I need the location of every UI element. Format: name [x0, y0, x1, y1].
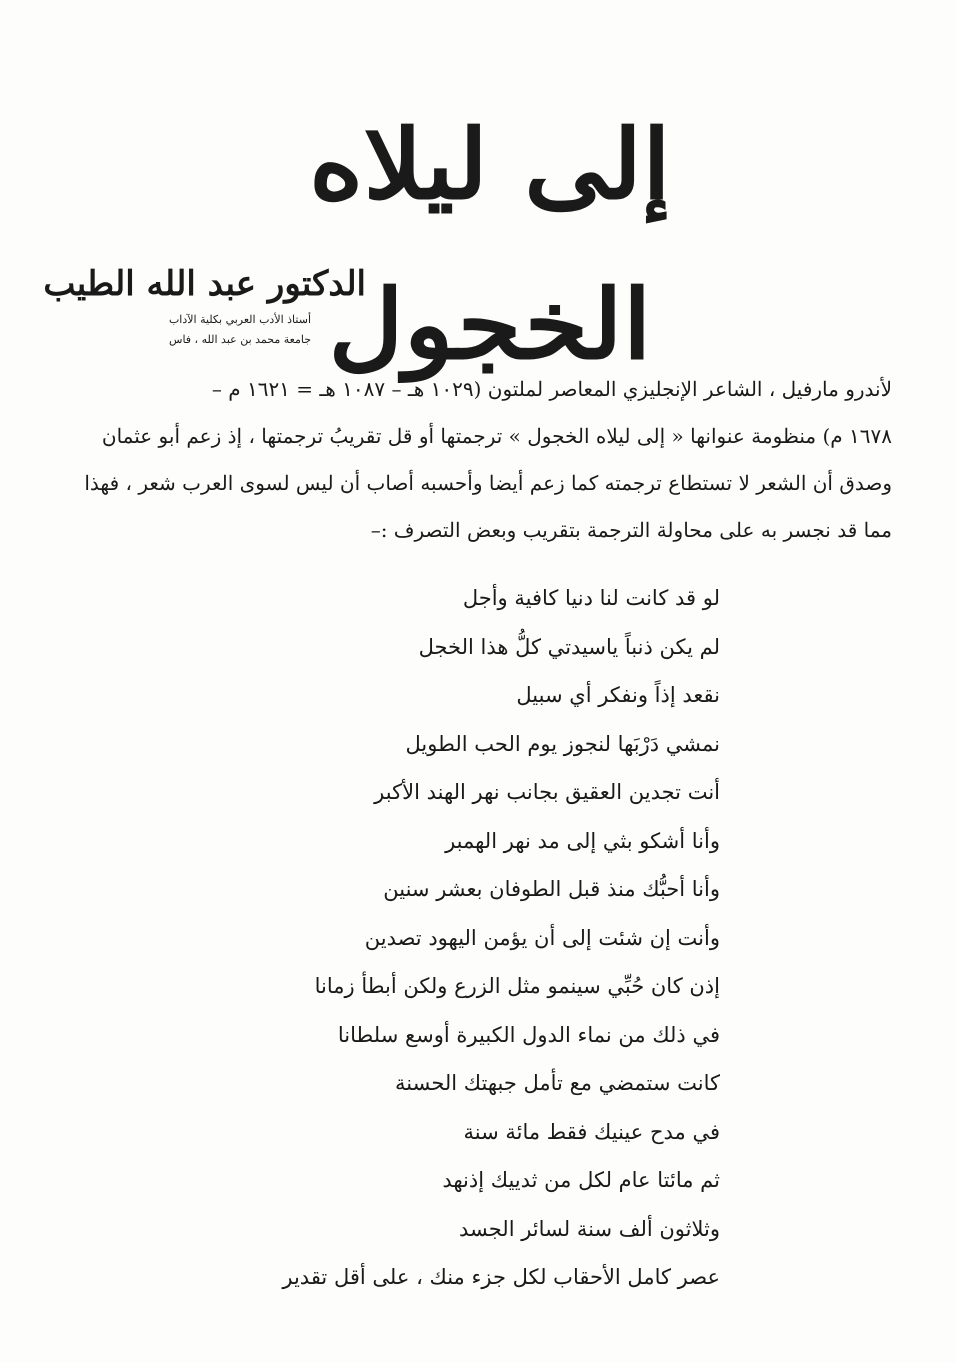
- poem-line: نمشي دَرْبَها لنجوز يوم الحب الطويل: [405, 731, 720, 756]
- poem-line: وأنت إن شئت إلى أن يؤمن اليهود تصدين: [364, 925, 720, 950]
- author-affiliation: جامعة محمد بن عبد الله ، فاس: [169, 333, 311, 346]
- poem-line: إذن كان حُبِّي سينمو مثل الزرع ولكن أبطأ زمانا: [314, 974, 720, 998]
- poem-line: عصر كامل الأحقاب لكل جزء منك ، على أقل تقدير: [282, 1265, 720, 1289]
- poem-line: كانت ستمضي مع تأمل جبهتك الحسنة: [395, 1071, 720, 1095]
- author-position: أستاذ الأدب العربي بكلية الآداب: [168, 313, 311, 326]
- poem: [270, 574, 720, 1302]
- poem-line: في مدح عينيك فقط مائة سنة: [463, 1119, 720, 1144]
- poem-line: وأنا أشكو بثي إلى مد نهر الهمبر: [445, 828, 720, 853]
- intro-paragraph: [84, 366, 892, 554]
- poem-line: أنت تجدين العقيق بجانب نهر الهند الأكبر: [374, 780, 720, 804]
- intro-line: ١٦٧٨ م) منظومة عنوانها « إلى ليلاه الخجول » ترجمتها أو قل تقريبُ ترجمتها ، إذ زعم أبو عثمان: [101, 424, 892, 448]
- page-title: إلى ليلاه الخجول: [309, 108, 671, 381]
- intro-line: مما قد نجسر به على محاولة الترجمة بتقريب وبعض التصرف :–: [370, 518, 892, 542]
- intro-line: لأندرو مارفيل ، الشاعر الإنجليزي المعاصر لملتون (١٠٢٩ هـ – ١٠٨٧ هـ = ١٦٢١ م –: [211, 377, 892, 401]
- poem-line: ثم مائتا عام لكل من ثدييك إذنهد: [442, 1168, 720, 1192]
- poem-line: وثلاثون ألف سنة لسائر الجسد: [458, 1216, 720, 1241]
- poem-line: في ذلك من نماء الدول الكبيرة أوسع سلطانا: [337, 1022, 720, 1047]
- poem-line: لو قد كانت لنا دنيا كافية وأجل: [462, 586, 720, 610]
- poem-line: نقعد إذاً ونفكر أي سبيل: [516, 683, 720, 707]
- intro-line: وصدق أن الشعر لا تستطاع ترجمته كما زعم أيضا وأحسبه أصاب أن ليس لسوى العرب شعر ، فهذا: [84, 471, 892, 495]
- poem-line: وأنا أحبُّك منذ قبل الطوفان بعشر سنين: [383, 877, 720, 901]
- author-block: [43, 258, 366, 350]
- poem-line: لم يكن ذنباً ياسيدتي كلُّ هذا الخجل: [418, 634, 720, 659]
- author-name: الدكتور عبد الله الطيب: [43, 264, 366, 304]
